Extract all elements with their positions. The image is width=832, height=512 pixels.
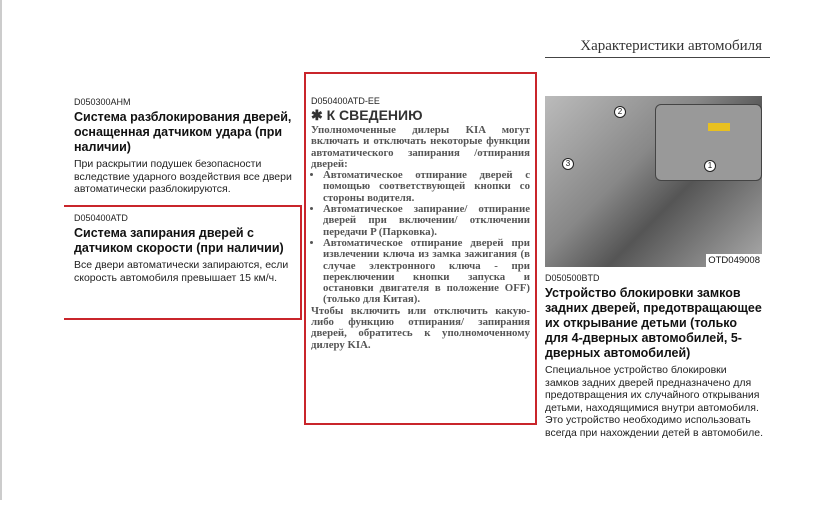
- section-body: Специальное устройство блокировки замков задних дверей предназначено для предотвращения их случайного открывания детьми, находящимися внутри автомобиля. Это устройство необходимо использовать всегда при нахождении детей в автомобиле.: [545, 364, 763, 439]
- lock-detail-inset: [655, 104, 762, 181]
- notice-box: [304, 72, 537, 425]
- callout-3: 3: [562, 158, 574, 170]
- child-lock-figure: [545, 96, 762, 267]
- section-code: D050500BTD: [545, 273, 600, 283]
- header-rule: [545, 57, 770, 58]
- section-title: Система разблокирования дверей, оснащенная датчиком удара (при наличии): [74, 110, 292, 154]
- section-title: Система запирания дверей с датчиком скорости (при наличии): [74, 226, 284, 255]
- notice-outro: Чтобы включить или отключить какую-либо функцию отпирания/ запирания дверей, обратитесь к уполномоченному дилеру KIA.: [311, 304, 530, 351]
- section-code: D050400ATD: [74, 213, 128, 223]
- section-code: D050300AHM: [74, 97, 131, 107]
- notice-item: • Автоматическое запирание/ отпирание дверей при включении/ отключении передачи P (Парковка).: [323, 204, 530, 238]
- callout-1: 1: [704, 160, 716, 172]
- notice-intro: Уполномоченные дилеры KIA могут включать и отключать некоторые функции автоматического запирания /отпирания дверей:: [311, 124, 530, 170]
- notice-item: • Автоматическое отпирание дверей с помощью соответствующей кнопки со стороны водителя.: [323, 170, 530, 204]
- page-edge: [0, 0, 2, 500]
- section-child-lock: [545, 273, 763, 439]
- section-impact-unlock: [74, 97, 296, 196]
- section-body: При раскрытии подушек безопасности вследствие ударного воздействия все двери автоматически разблокируются.: [74, 158, 292, 195]
- notice-list: [311, 170, 530, 306]
- section-body: Все двери автоматически запираются, если скорость автомобиля превышает 15 км/ч.: [74, 259, 289, 284]
- callout-2: 2: [614, 106, 626, 118]
- section-title: Устройство блокировки замков задних дверей, предотвращающее их открывание детьми (только для 4-дверных автомобилей, 5-дверных автомобилей): [545, 286, 762, 360]
- arrow-icon: [708, 123, 730, 131]
- notice-item: • Автоматическое отпирание дверей при извлечении ключа из замка зажигания (в случае электронного ключа - при переключении кнопки запуска и остановки двигателя в положение OFF) (только для Китая).: [323, 238, 530, 306]
- notice-code: D050400ATD-EE: [311, 96, 380, 106]
- figure-label: OTD049008: [708, 255, 760, 266]
- section-speed-lock: [74, 213, 296, 284]
- notice-title: ✱ К СВЕДЕНИЮ: [311, 107, 423, 123]
- page-header: Характеристики автомобиля: [580, 38, 762, 54]
